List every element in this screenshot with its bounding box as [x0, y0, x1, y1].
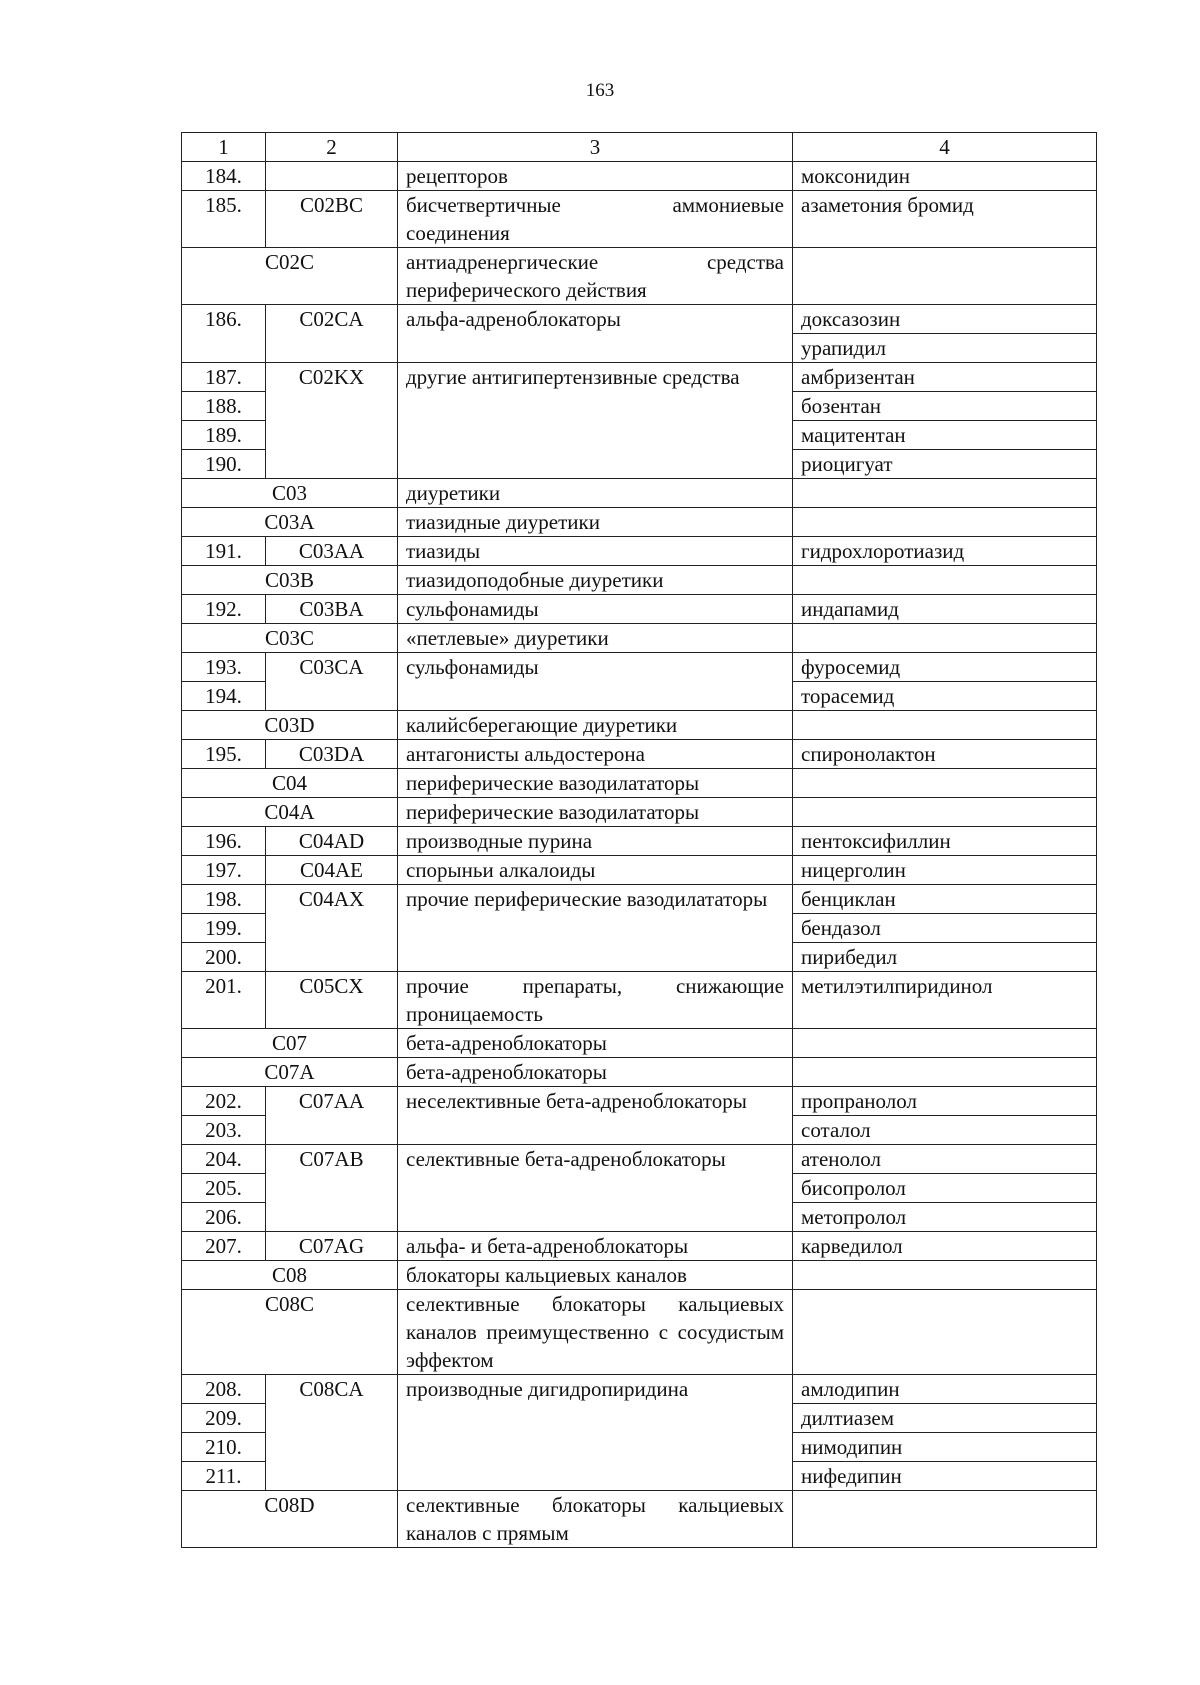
drug-table [181, 132, 1097, 1548]
atc-code: C04AD [266, 827, 398, 856]
atc-code: C02CA [266, 305, 398, 363]
drug-name [793, 479, 1097, 508]
drug-name [793, 1261, 1097, 1290]
drug-name: доксазозин [793, 305, 1097, 334]
group-row [182, 1261, 1097, 1290]
atc-code: C03BA [266, 595, 398, 624]
table-row [182, 1087, 1097, 1116]
group-description: периферические вазодилататоры [398, 769, 793, 798]
table-row [182, 885, 1097, 914]
group-description: антиадренергические средства периферического действия [398, 248, 793, 305]
drug-name [793, 1491, 1097, 1548]
atc-code: C02BC [266, 191, 398, 248]
group-description: селективные блокаторы кальциевых каналов с прямым [398, 1491, 793, 1548]
group-description: бета-адреноблокаторы [398, 1058, 793, 1087]
group-description: производные пурина [398, 827, 793, 856]
table-row [182, 972, 1097, 1029]
row-number: 184. [182, 162, 266, 191]
group-row [182, 1491, 1097, 1548]
table-row [182, 595, 1097, 624]
drug-name: метилэтилпиридинол [793, 972, 1097, 1029]
atc-code: C02KX [266, 363, 398, 479]
group-description: тиазиды [398, 537, 793, 566]
group-description: тиазидоподобные диуретики [398, 566, 793, 595]
atc-code: C08CA [266, 1375, 398, 1491]
drug-name: торасемид [793, 682, 1097, 711]
group-description: калийсберегающие диуретики [398, 711, 793, 740]
group-description: прочие периферические вазодилататоры [398, 885, 793, 972]
drug-name: амлодипин [793, 1375, 1097, 1404]
row-number: 198. [182, 885, 266, 914]
drug-name [793, 248, 1097, 305]
drug-name: дилтиазем [793, 1404, 1097, 1433]
row-number: 189. [182, 421, 266, 450]
drug-name [793, 624, 1097, 653]
drug-name: гидрохлоротиазид [793, 537, 1097, 566]
drug-name: азаметония бромид [793, 191, 1097, 248]
atc-group-code: C03A [182, 508, 398, 537]
drug-name: мацитентан [793, 421, 1097, 450]
table-row [182, 363, 1097, 392]
row-number: 211. [182, 1462, 266, 1491]
row-number: 209. [182, 1404, 266, 1433]
group-description: блокаторы кальциевых каналов [398, 1261, 793, 1290]
atc-code: C03DA [266, 740, 398, 769]
drug-name [793, 769, 1097, 798]
group-row [182, 508, 1097, 537]
table-row [182, 537, 1097, 566]
drug-name: соталол [793, 1116, 1097, 1145]
group-description: рецепторов [398, 162, 793, 191]
group-description: «петлевые» диуретики [398, 624, 793, 653]
drug-name: бенциклан [793, 885, 1097, 914]
table-row [182, 740, 1097, 769]
group-row [182, 798, 1097, 827]
row-number: 186. [182, 305, 266, 363]
group-description: антагонисты альдостерона [398, 740, 793, 769]
group-description: альфа- и бета-адреноблокаторы [398, 1232, 793, 1261]
atc-code: C07AB [266, 1145, 398, 1232]
drug-name: пропранолол [793, 1087, 1097, 1116]
drug-name: индапамид [793, 595, 1097, 624]
group-row [182, 479, 1097, 508]
group-description: бета-адреноблокаторы [398, 1029, 793, 1058]
atc-group-code: C07 [182, 1029, 398, 1058]
column-header: 2 [266, 133, 398, 162]
drug-name: пентоксифиллин [793, 827, 1097, 856]
atc-code: C04AX [266, 885, 398, 972]
column-header: 1 [182, 133, 266, 162]
column-header: 3 [398, 133, 793, 162]
row-number: 202. [182, 1087, 266, 1116]
group-description: прочие препараты, снижающие проницаемость [398, 972, 793, 1029]
row-number: 191. [182, 537, 266, 566]
group-row [182, 248, 1097, 305]
drug-name [793, 508, 1097, 537]
table-row [182, 653, 1097, 682]
table-row [182, 1145, 1097, 1174]
drug-name: амбризентан [793, 363, 1097, 392]
row-number: 205. [182, 1174, 266, 1203]
drug-name: урапидил [793, 334, 1097, 363]
atc-code: C03AA [266, 537, 398, 566]
drug-name: риоцигуат [793, 450, 1097, 479]
drug-name: карведилол [793, 1232, 1097, 1261]
group-description: селективные бета-адреноблокаторы [398, 1145, 793, 1232]
group-description: периферические вазодилататоры [398, 798, 793, 827]
group-description: альфа-адреноблокаторы [398, 305, 793, 363]
group-row [182, 566, 1097, 595]
row-number: 204. [182, 1145, 266, 1174]
page-number: 163 [585, 80, 615, 101]
drug-name: пирибедил [793, 943, 1097, 972]
atc-group-code: C03D [182, 711, 398, 740]
drug-name: атенолол [793, 1145, 1097, 1174]
table-row [182, 827, 1097, 856]
table-row [182, 1375, 1097, 1404]
header-row [182, 133, 1097, 162]
drug-name [793, 566, 1097, 595]
table-row [182, 856, 1097, 885]
group-description: тиазидные диуретики [398, 508, 793, 537]
atc-group-code: C08C [182, 1290, 398, 1375]
atc-code [266, 162, 398, 191]
row-number: 208. [182, 1375, 266, 1404]
group-row [182, 1058, 1097, 1087]
row-number: 192. [182, 595, 266, 624]
drug-name: спиронолактон [793, 740, 1097, 769]
group-description: другие антигипертензивные средства [398, 363, 793, 479]
group-description: бисчетвертичные аммониевые соединения [398, 191, 793, 248]
table-row [182, 191, 1097, 248]
drug-name [793, 1029, 1097, 1058]
drug-name: ницерголин [793, 856, 1097, 885]
drug-name [793, 1058, 1097, 1087]
group-description: сульфонамиды [398, 653, 793, 711]
atc-code: C04AE [266, 856, 398, 885]
row-number: 207. [182, 1232, 266, 1261]
table-row [182, 162, 1097, 191]
atc-group-code: C03 [182, 479, 398, 508]
row-number: 190. [182, 450, 266, 479]
table-row [182, 305, 1097, 334]
row-number: 195. [182, 740, 266, 769]
group-description: спорыньи алкалоиды [398, 856, 793, 885]
atc-code: C05CX [266, 972, 398, 1029]
drug-name: нимодипин [793, 1433, 1097, 1462]
row-number: 201. [182, 972, 266, 1029]
group-row [182, 711, 1097, 740]
row-number: 185. [182, 191, 266, 248]
drug-name: нифедипин [793, 1462, 1097, 1491]
group-row [182, 1029, 1097, 1058]
group-description: неселективные бета-адреноблокаторы [398, 1087, 793, 1145]
row-number: 199. [182, 914, 266, 943]
row-number: 210. [182, 1433, 266, 1462]
atc-code: C07AG [266, 1232, 398, 1261]
atc-group-code: C07A [182, 1058, 398, 1087]
drug-name: моксонидин [793, 162, 1097, 191]
table-row [182, 1232, 1097, 1261]
row-number: 188. [182, 392, 266, 421]
row-number: 200. [182, 943, 266, 972]
group-description: производные дигидропиридина [398, 1375, 793, 1491]
drug-name: бисопролол [793, 1174, 1097, 1203]
row-number: 194. [182, 682, 266, 711]
drug-name [793, 798, 1097, 827]
group-row [182, 1290, 1097, 1375]
drug-name [793, 711, 1097, 740]
drug-name: бозентан [793, 392, 1097, 421]
row-number: 196. [182, 827, 266, 856]
group-row [182, 769, 1097, 798]
atc-group-code: C03B [182, 566, 398, 595]
atc-group-code: C08 [182, 1261, 398, 1290]
group-row [182, 624, 1097, 653]
row-number: 193. [182, 653, 266, 682]
drug-name: фуросемид [793, 653, 1097, 682]
row-number: 187. [182, 363, 266, 392]
atc-group-code: C04 [182, 769, 398, 798]
drug-name: бендазол [793, 914, 1097, 943]
drug-name [793, 1290, 1097, 1375]
row-number: 206. [182, 1203, 266, 1232]
atc-group-code: C04A [182, 798, 398, 827]
atc-group-code: C03C [182, 624, 398, 653]
atc-group-code: C02C [182, 248, 398, 305]
drug-name: метопролол [793, 1203, 1097, 1232]
atc-group-code: C08D [182, 1491, 398, 1548]
group-description: сульфонамиды [398, 595, 793, 624]
atc-code: C03CA [266, 653, 398, 711]
row-number: 197. [182, 856, 266, 885]
group-description: диуретики [398, 479, 793, 508]
column-header: 4 [793, 133, 1097, 162]
atc-code: C07AA [266, 1087, 398, 1145]
row-number: 203. [182, 1116, 266, 1145]
group-description: селективные блокаторы кальциевых каналов преимущественно с сосудистым эффектом [398, 1290, 793, 1375]
